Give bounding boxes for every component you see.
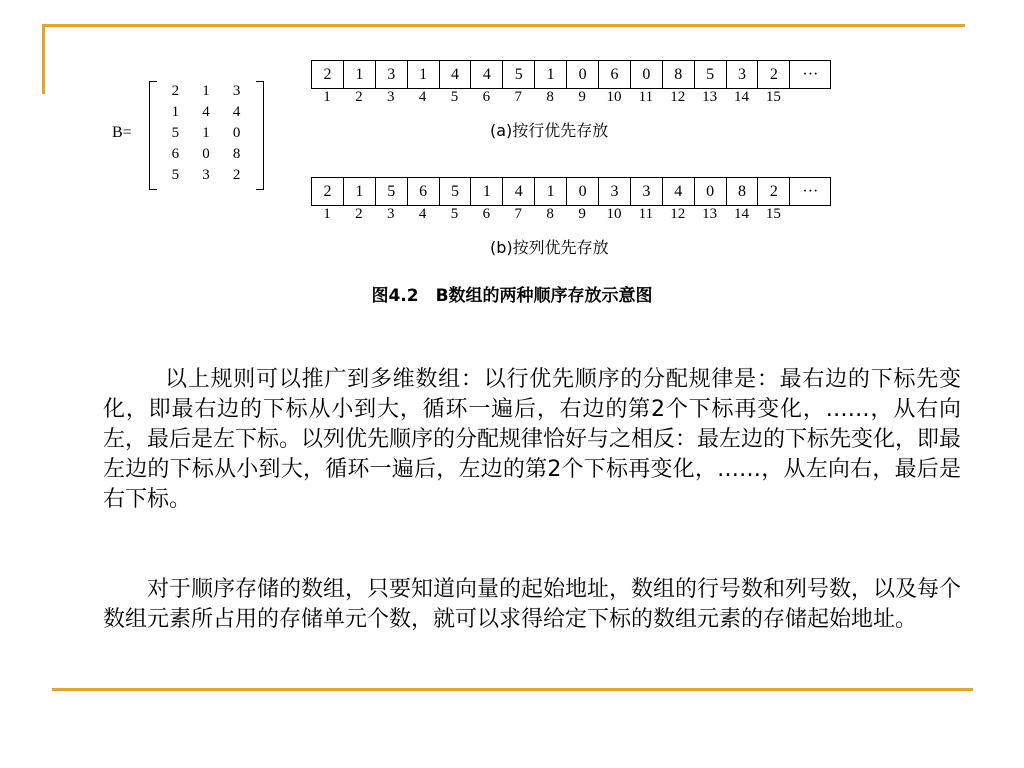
decorative-vertical-line [42,24,45,94]
array-cell: 4 [440,61,472,88]
paragraph-address-calc: 对于顺序存储的数组，只要知道向量的起始地址，数组的行号数和列号数，以及每个数组元素所占用的存储单元个数，就可以求得给定下标的数组元素的存储起始地址。 [103,577,962,632]
matrix-element: 5 [171,167,180,183]
array-cell: ··· [802,182,819,200]
figure-caption: 图4.2 B数组的两种顺序存放示意图 [371,286,653,306]
array-cell: ··· [802,65,819,83]
array-cell: 5 [503,61,535,88]
array-cell: 1 [535,61,567,88]
matrix-element: 3 [202,167,210,183]
array-cell: 5 [440,178,472,205]
index-label: 12 [670,89,686,105]
array-cell: 2 [758,178,790,205]
matrix-element: 6 [171,146,180,162]
column-major-array [311,177,831,206]
array-cell: 1 [535,178,567,205]
column-major-indices [311,206,789,223]
index-label: 9 [578,89,586,105]
index-label: 3 [386,89,395,105]
index-label: 1 [323,89,331,105]
index-label: 4 [418,206,427,222]
array-cell: 2 [312,61,344,88]
matrix-element: 0 [232,125,241,141]
index-label: 9 [578,206,586,222]
array-cell: 0 [631,61,663,88]
index-label: 5 [450,206,459,222]
index-label: 8 [546,206,554,222]
matrix-element: 8 [232,146,241,162]
index-label: 8 [546,89,554,105]
array-cell: 1 [344,61,376,88]
decorative-top-line [42,24,965,27]
matrix-left-bracket [149,81,157,190]
index-label: 2 [355,206,363,222]
index-label: 10 [606,206,622,222]
array-cell: 1 [344,178,376,205]
array-cell: 0 [695,178,727,205]
index-label: 2 [355,89,363,105]
matrix-element: 2 [232,167,241,183]
index-label: 4 [418,89,427,105]
array-cell: 4 [471,61,503,88]
matrix-grid [160,81,252,186]
array-cell: 5 [376,178,408,205]
index-label: 10 [606,89,622,105]
index-label: 13 [702,89,718,105]
index-label: 11 [638,89,654,105]
row-major-indices [311,89,789,106]
index-label: 7 [514,89,523,105]
matrix-element: 1 [171,104,180,120]
index-label: 6 [482,89,491,105]
decorative-bottom-line [52,688,973,691]
array-cell: 3 [599,178,631,205]
array-cell: 1 [471,178,503,205]
index-label: 15 [765,206,781,222]
array-cell: 3 [376,61,408,88]
array-cell: 8 [663,61,695,88]
matrix-element: 1 [202,125,210,141]
matrix-element: 4 [202,104,210,120]
index-label: 7 [514,206,523,222]
array-cell: 0 [567,61,599,88]
array-cell: 5 [695,61,727,88]
index-label: 3 [386,206,395,222]
row-major-array [311,60,831,89]
array-cell: 4 [503,178,535,205]
array-cell: 4 [663,178,695,205]
index-label: 6 [482,206,491,222]
matrix-right-bracket [256,81,264,190]
index-label: 12 [670,206,686,222]
index-label: 15 [765,89,781,105]
row-major-caption: (a)按行优先存放 [490,121,609,140]
array-cell: 0 [567,178,599,205]
matrix-element: 1 [202,83,210,99]
index-label: 11 [638,206,654,222]
matrix-element: 2 [171,83,180,99]
matrix-element: 5 [171,125,180,141]
array-cell: 6 [599,61,631,88]
array-cell: 3 [727,61,759,88]
array-cell: 8 [727,178,759,205]
index-label: 13 [702,206,718,222]
matrix-element: 3 [232,83,241,99]
array-cell: 6 [408,178,440,205]
index-label: 1 [323,206,331,222]
matrix-element: 0 [202,146,210,162]
matrix-label: B= [112,124,132,141]
array-cell: 3 [631,178,663,205]
index-label: 5 [450,89,459,105]
index-label: 14 [734,89,750,105]
column-major-caption: (b)按列优先存放 [490,238,609,257]
index-label: 14 [734,206,750,222]
array-cell: 2 [312,178,344,205]
array-cell: 2 [758,61,790,88]
array-cell: 1 [408,61,440,88]
paragraph-multidim-rule: 以上规则可以推广到多维数组：以行优先顺序的分配规律是：最右边的下标先变化，即最右边的下标从小到大，循环一遍后，右边的第2个下标再变化，……，从右向左，最后是左下标。以列优先顺序的分配规律恰好与之相反：最左边的下标先变化，即最左边的下标从小到大，循环一遍后，左边的第2个下标再变化，……，从左向右，最后是右下标。 [103,367,962,512]
matrix-element: 4 [232,104,241,120]
